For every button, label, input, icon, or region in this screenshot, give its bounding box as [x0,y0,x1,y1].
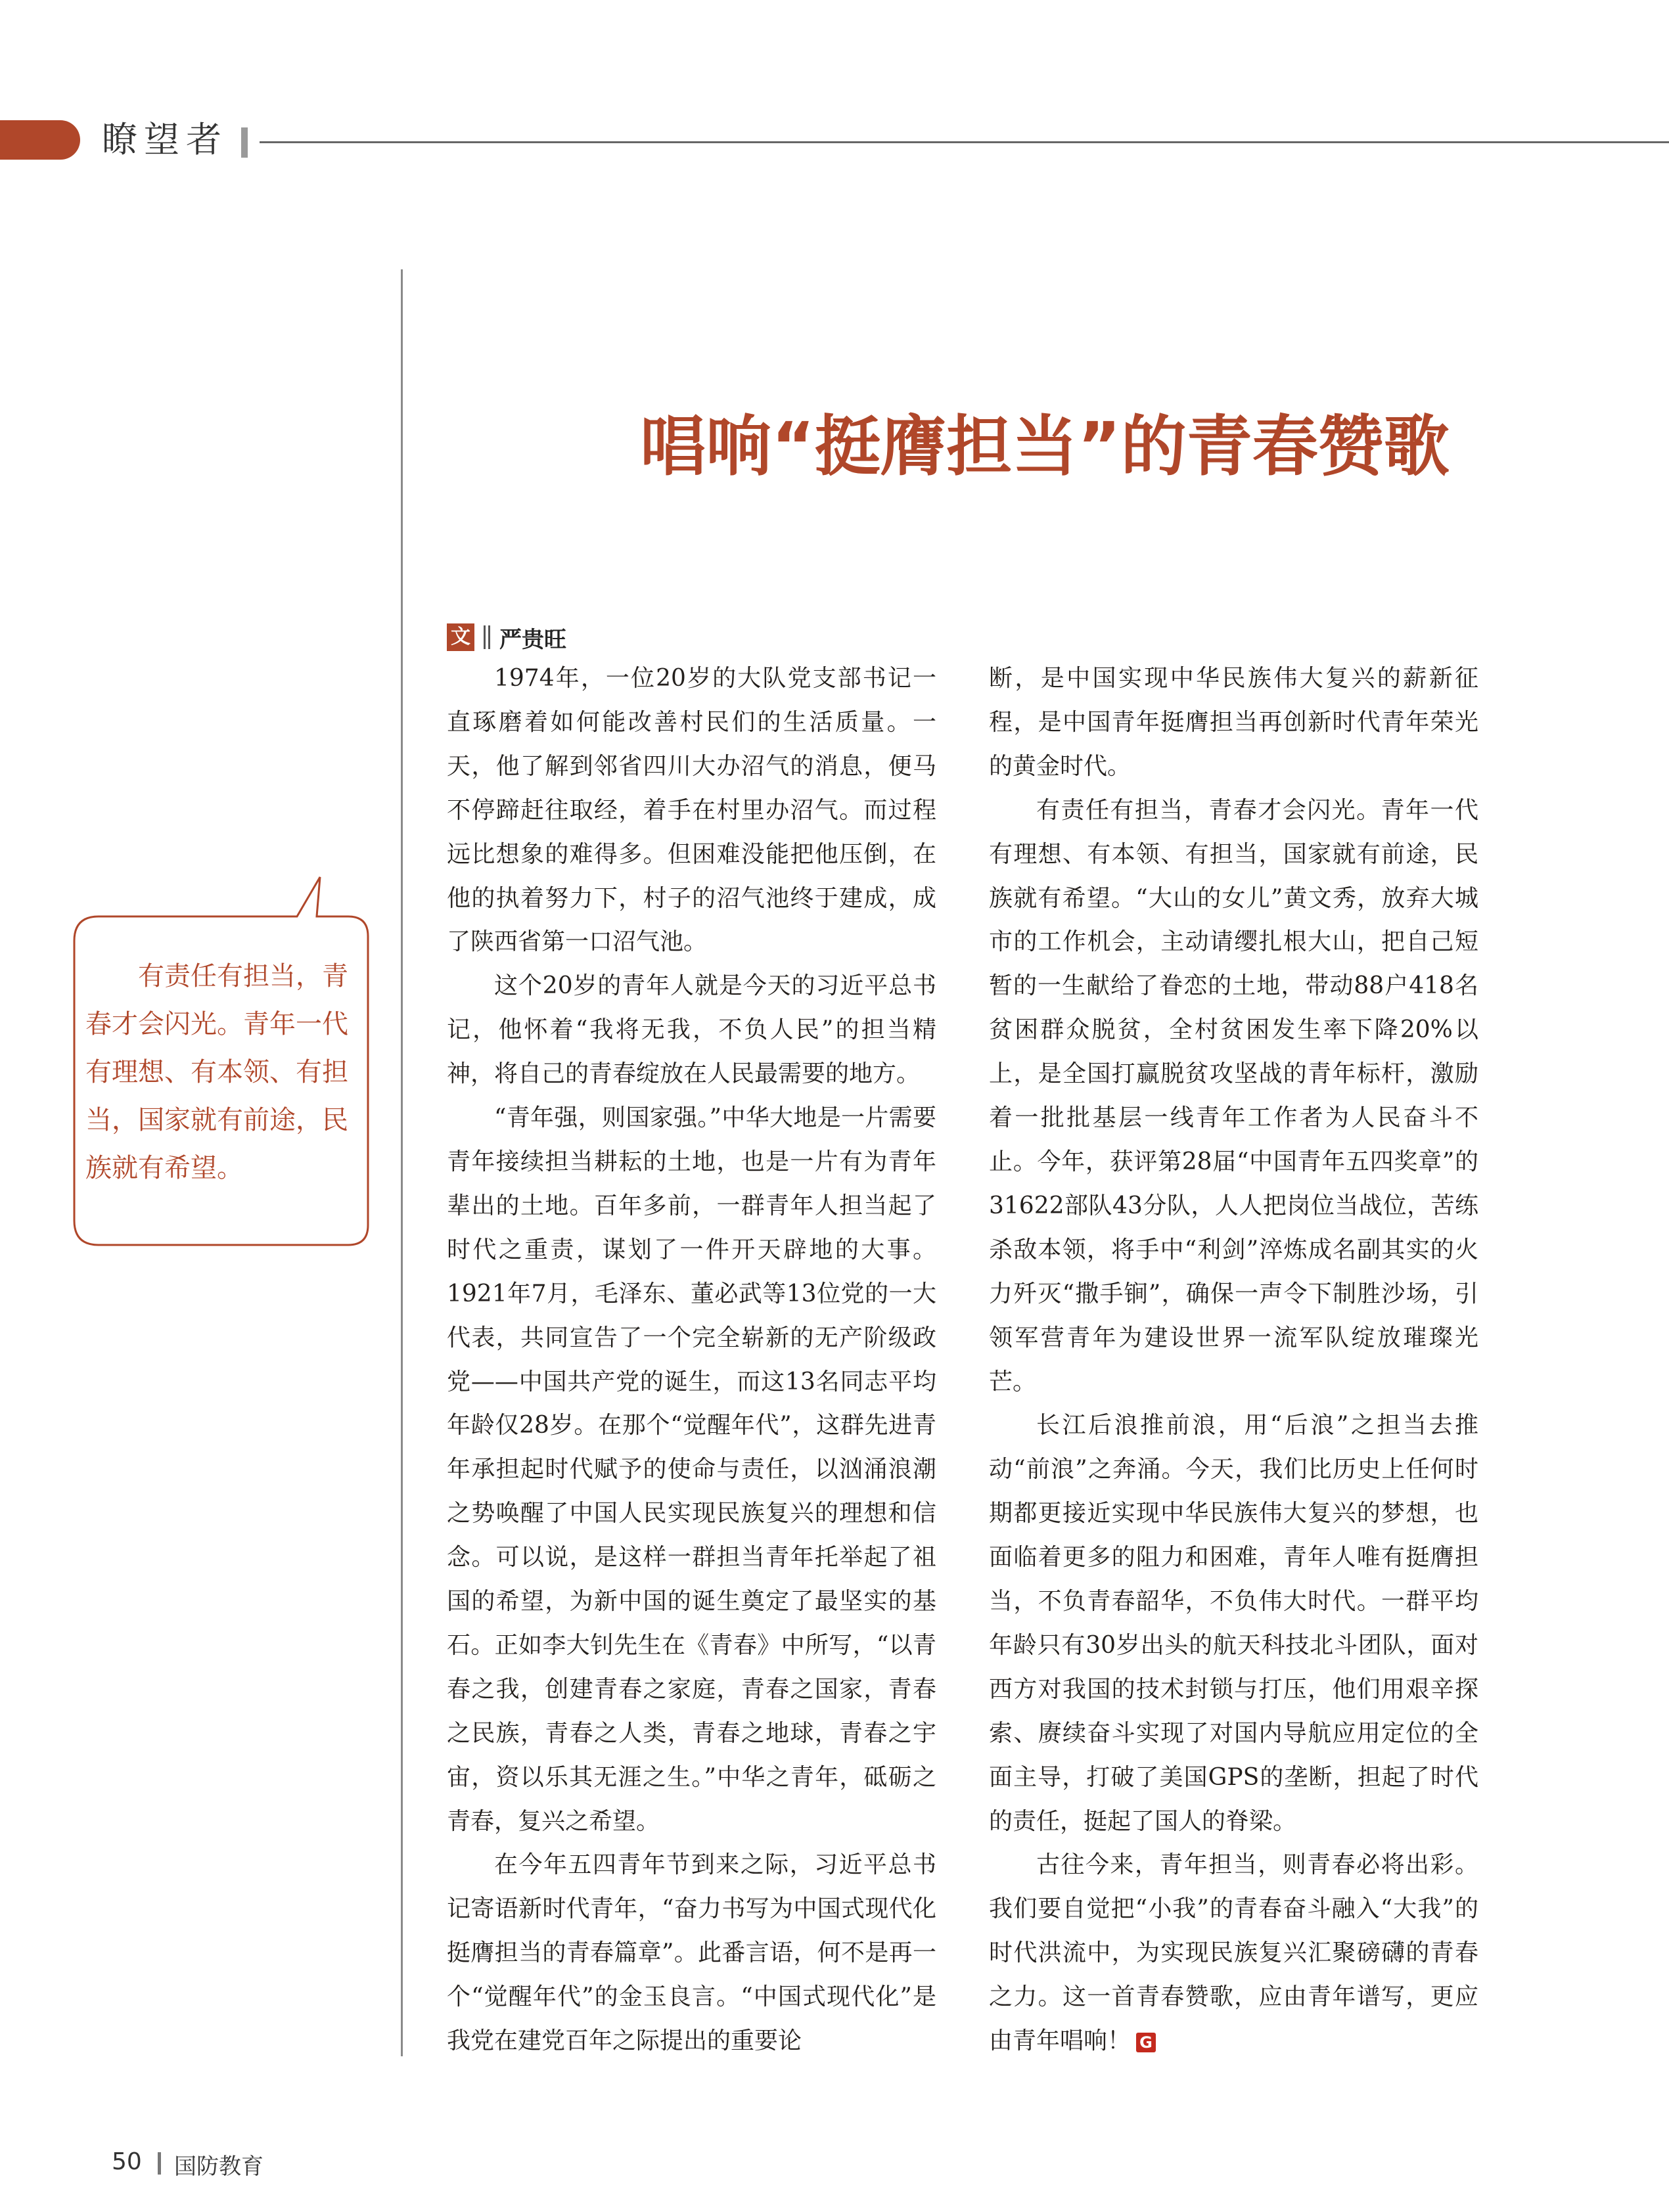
article-column-left [447,657,936,2064]
author-name: 严贵旺 [499,626,566,653]
body-paragraph: 在今年五四青年节到来之际，习近平总书记寄语新时代青年，“奋力书写为中国式现代化挺膺担当的青春篇章”。此番言语，何不是再一个“觉醒年代”的金玉良言。“中国式现代化”是我党在建党百年之际提出的重要论 [447,1851,936,2055]
body-paragraph-continuation: 断，是中国实现中华民族伟大复兴的薪新征程，是中国青年挺膺担当再创新时代青年荣光的黄金时代。 [989,665,1478,780]
final-paragraph-text: 古往今来，青年担当，则青春必将出彩。我们要自觉把“小我”的青春奋斗融入“大我”的时代洪流中，为实现民族复兴汇聚磅礴的青春之力。这一首青春赞歌，应由青年谱写，更应由青年唱响！ [989,1851,1478,2055]
body-paragraph: “青年强，则国家强。”中华大地是一片需要青年接续担当耕耘的土地，也是一片有为青年辈出的土地。百年多前，一群青年人担当起了时代之重责，谋划了一件开天辟地的大事。1921年7月，毛泽东、董必武等13位党的一大代表，共同宣告了一个完全崭新的无产阶级政党——中国共产党的诞生，而这13名同志平均年龄仅28岁。在那个“觉醒年代”，这群先进青年承担起时代赋予的使命与责任，以汹涌浪潮之势唤醒了中国人民实现民族复兴的理想和信念。可以说，是这样一群担当青年托举起了祖国的希望，为新中国的诞生奠定了最坚实的基石。正如李大钊先生在《青春》中所写，“以青春之我，创建青春之家庭，青春之国家，青春之民族，青春之人类，青春之地球，青春之宇宙，资以乐其无涯之生。”中华之青年，砥砺之青春，复兴之希望。 [447,1104,936,1835]
body-paragraph: 长江后浪推前浪，用“后浪”之担当去推动“前浪”之奔涌。今天，我们比历史上任何时期都更接近实现中华民族伟大复兴的梦想，也面临着更多的阻力和困难，青年人唯有挺膺担当，不负青春韶华，不负伟大时代。一群平均年龄只有30岁出头的航天科技北斗团队，面对西方对我国的技术封锁与打压，他们用艰辛探索、赓续奋斗实现了对国内导航应用定位的全面主导，打破了美国GPS的垄断，担起了时代的责任，挺起了国人的脊梁。 [989,1412,1478,1835]
article-column-right [989,657,1478,2064]
byline-separator [484,625,490,649]
article-title: 唱响“挺膺担当”的青春赞歌 [640,408,1450,485]
end-mark-icon: G [1136,2033,1156,2052]
footer-separator [158,2152,161,2175]
byline [447,623,566,652]
byline-mark: 文 [447,623,474,651]
body-paragraph: 这个20岁的青年人就是今天的习近平总书记，他怀着“我将无我，不负人民”的担当精神，将自己的青春绽放在人民最需要的地方。 [447,972,936,1088]
body-paragraph: 1974年，一位20岁的大队党支部书记一直琢磨着如何能改善村民们的生活质量。一天，他了解到邻省四川大办沼气的消息，便马不停蹄赶往取经，着手在村里办沼气。而过程远比想象的难得多。但困难没能把他压倒，在他的执着努力下，村子的沼气池终于建成，成了陕西省第一口沼气池。 [447,665,936,956]
section-title: 瞭望者 [102,119,228,160]
column-divider-rule [401,269,403,2056]
magazine-name: 国防教育 [174,2154,263,2180]
pull-quote-text: 有责任有担当，青春才会闪光。青年一代有理想、有本领、有担当，国家就有前途，民族就有希望。 [85,961,348,1183]
body-paragraph-final [989,1843,1478,2064]
header-rule [260,141,1669,143]
body-paragraph: 有责任有担当，青春才会闪光。青年一代有理想、有本领、有担当，国家就有前途，民族就有希望。“大山的女儿”黄文秀，放弃大城市的工作机会，主动请缨扎根大山，把自己短暂的一生献给了眷恋的土地，带动88户418名贫困群众脱贫，全村贫困发生率下降20%以上，是全国打赢脱贫攻坚战的青年标杆，激励着一批批基层一线青年工作者为人民奋斗不止。今年，获评第28届“中国青年五四奖章”的31622部队43分队，人人把岗位当战位，苦练杀敌本领，将手中“利剑”淬炼成名副其实的火力歼灭“撒手锏”，确保一声令下制胜沙场，引领军营青年为建设世界一流军队绽放璀璨光芒。 [989,796,1478,1395]
page-number: 50 [112,2148,142,2175]
